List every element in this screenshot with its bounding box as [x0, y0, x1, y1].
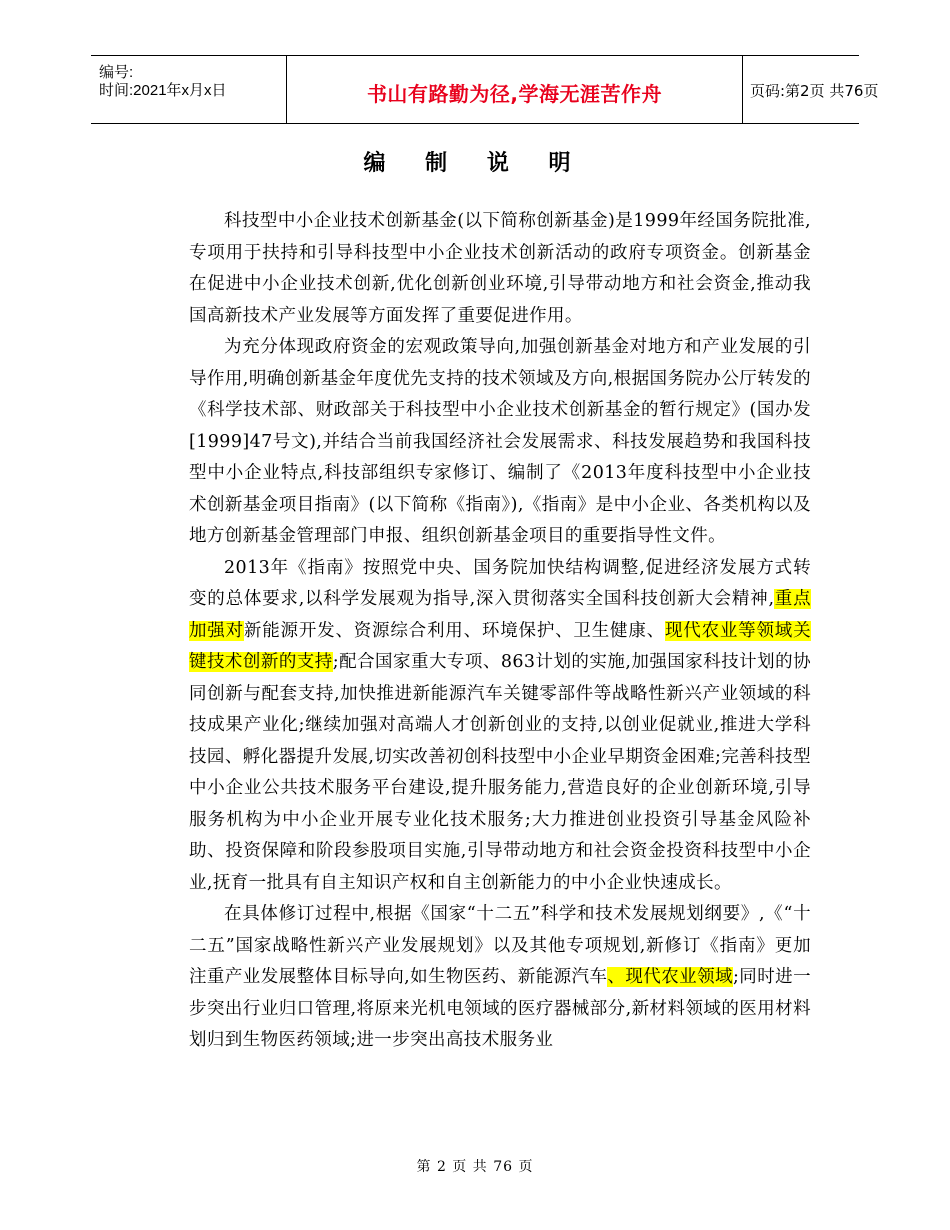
text-run: ;配合国家重大专项、863计划的实施,加强国家科技计划的协同创新与配套支持,加快推进新能源汽车关键零部件等战略性新兴产业领域的科技成果产业化;继续加强对高端人才创新创业的支持,以创业促就业,推进大学科技园、孵化器提升发展,切实改善初创科技型中小企业早期资金困难;完善科技型中小企业公共技术服务平台建设,提升服务能力,营造良好的企业创新环境,引导服务机构为中小企业开展专业化技术服务;大力推进创业投资引导基金风险补助、投资保障和阶段参股项目实施,引导带动地方和社会资金投资科技型中小企业,抚育一批具有自主知识产权和自主创新能力的中小企业快速成长。 — [189, 652, 811, 893]
header-motto-cell — [286, 56, 743, 123]
highlighted-text: 、现代农业领域 — [607, 967, 733, 987]
highlighted-text: 重点加强对 — [189, 589, 811, 641]
time-label: 时间:2021年x月x日 — [99, 82, 227, 99]
page-footer: 第 2 页 共 76 页 — [416, 1159, 534, 1175]
header-motto: 书山有路勤为径,学海无涯苦作舟 — [366, 82, 663, 106]
page-header — [91, 55, 879, 124]
header-page-cell — [742, 56, 879, 123]
text-run: 在具体修订过程中,根据《国家“十二五”科学和技术发展规划纲要》,《“十二五”国家战略性新兴产业发展规划》以及其他专项规划,新修订《指南》更加注重产业发展整体目标导向,如生物医药、新能源汽车 — [189, 904, 811, 987]
header-meta-cell — [91, 56, 286, 123]
paragraph — [189, 899, 811, 1057]
document-body — [189, 206, 811, 1057]
paragraph — [189, 553, 811, 900]
header-page-info: 页码:第2页 共76页 — [750, 82, 879, 100]
text-run: 新能源开发、资源综合利用、环境保护、卫生健康、 — [243, 620, 665, 641]
paragraph — [189, 206, 811, 332]
code-label: 编号: — [99, 64, 134, 81]
text-run: 为充分体现政府资金的宏观政策导向,加强创新基金对地方和产业发展的引导作用,明确创新基金年度优先支持的技术领域及方向,根据国务院办公厅转发的《科学技术部、财政部关于科技型中小企业技术创新基金的暂行规定》(国办发[1999]47号文),并结合当前我国经济社会发展需求、科技发展趋势和我国科技型中小企业特点,科技部组织专家修订、编制了《2013年度科技型中小企业技术创新基金项目指南》(以下简称《指南》),《指南》是中小企业、各类机构以及地方创新基金管理部门申报、组织创新基金项目的重要指导性文件。 — [189, 337, 811, 546]
text-run: 科技型中小企业技术创新基金(以下简称创新基金)是1999年经国务院批准,专项用于扶持和引导科技型中小企业技术创新活动的政府专项资金。创新基金在促进中小企业技术创新,优化创新创业环境,引导带动地方和社会资金,推动我国高新技术产业发展等方面发挥了重要促进作用。 — [189, 211, 811, 326]
document-title: 编 制 说 明 — [363, 151, 587, 176]
text-run: ;同时进一步突出行业归口管理,将原来光机电领域的医疗器械部分,新材料领域的医用材料划归到生物医药领域;进一步突出高技术服务业 — [189, 967, 811, 1050]
highlighted-text: 现代农业等领域关键技术创新的支持 — [189, 620, 811, 672]
text-run: 2013年《指南》按照党中央、国务院加快结构调整,促进经济发展方式转变的总体要求,以科学发展观为指导,深入贯彻落实全国科技创新大会精神, — [189, 557, 811, 609]
paragraph — [189, 332, 811, 553]
